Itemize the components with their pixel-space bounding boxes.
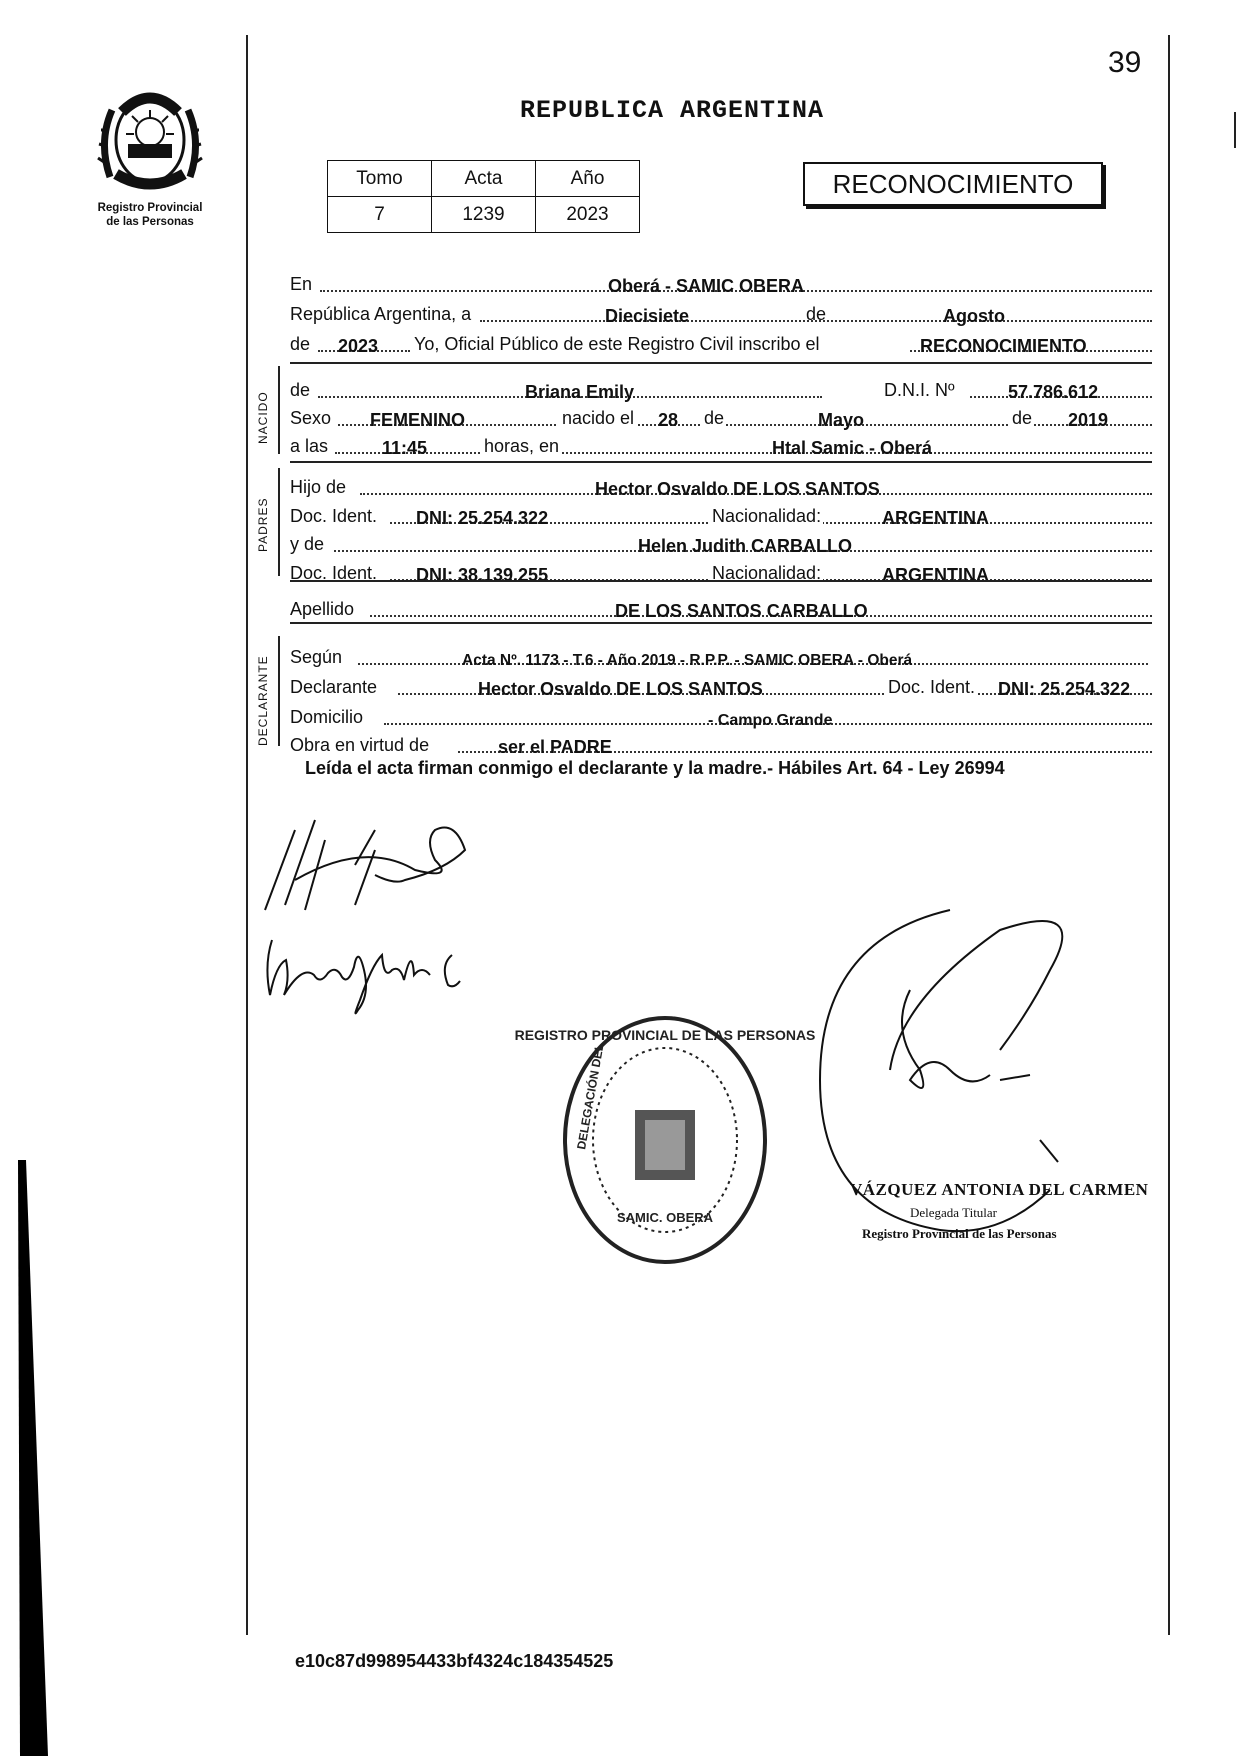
label-declarante-doc: Doc. Ident. (884, 677, 977, 698)
value-apellido: DE LOS SANTOS CARBALLO (615, 601, 868, 621)
left-margin-line (246, 35, 248, 1635)
logo-caption-line2: de las Personas (106, 216, 194, 228)
logo-caption-line1: Registro Provincial (97, 202, 203, 214)
page-title: REPUBLICA ARGENTINA (520, 96, 825, 125)
label-de-month: de (806, 304, 827, 324)
label-de-name: de (290, 380, 311, 400)
value-sexo: FEMENINO (370, 410, 466, 430)
label-republica: República Argentina, a (290, 304, 472, 324)
row-apellido (290, 596, 1152, 620)
stamp-left-text: DELEGACIÓN DEL (574, 1042, 607, 1151)
document-type-box: RECONOCIMIENTO (803, 162, 1103, 206)
official-role: Delegada Titular (910, 1205, 998, 1220)
value-birth-place: Htal Samic - Oberá (772, 438, 933, 458)
value-domicilio: - Campo Grande (708, 712, 833, 729)
value-declarante-doc: DNI: 25.254.322 (998, 679, 1131, 699)
row-declarante (290, 674, 1152, 698)
closing-note: Leída el acta firman conmigo el declarante y la madre.- Hábiles Art. 64 - Ley 26994 (305, 758, 1005, 778)
page-number: 39 (1108, 46, 1142, 79)
row-obra (290, 732, 1152, 756)
scan-edge-shadow (0, 1160, 48, 1756)
label-de-birth-year: de (1008, 408, 1034, 429)
section-label-padres: PADRES (256, 497, 270, 552)
registry-table (327, 160, 640, 233)
value-birth-year: 2019 (1068, 410, 1109, 430)
row-en (290, 271, 1152, 295)
value-birth-day: 28 (658, 410, 679, 430)
logo-caption (70, 201, 230, 229)
label-a-las: a las (290, 436, 329, 456)
label-domicilio: Domicilio (290, 707, 364, 727)
table-header-ano: Año (536, 161, 640, 197)
value-year: 2023 (338, 336, 379, 356)
label-segun: Según (290, 647, 343, 667)
value-acto: RECONOCIMIENTO (920, 336, 1087, 356)
value-father-doc: DNI: 25.254.322 (416, 508, 549, 528)
document-hash: e10c87d998954433bf4324c184354525 (295, 1651, 614, 1671)
official-name: VÁZQUEZ ANTONIA DEL CARMEN (850, 1180, 1149, 1199)
row-segun (290, 644, 1152, 668)
official-organization: Registro Provincial de las Personas (862, 1226, 1057, 1241)
table-header-acta: Acta (432, 161, 536, 197)
value-time: 11:45 (382, 438, 428, 458)
section-bar-padres (278, 468, 280, 576)
value-mother: Helen Judith CARBALLO (638, 536, 852, 556)
label-oficial: Yo, Oficial Público de este Registro Civil inscribo el (414, 334, 820, 354)
declarant-signature (255, 810, 495, 920)
label-de-year: de (290, 334, 311, 354)
separator (290, 461, 1152, 463)
value-segun: Acta Nº. 1173 - T.6 - Año 2019 - R.P.P. - SAMIC OBERA - Oberá (462, 652, 913, 669)
label-mother-nationality: Nacionalidad: (708, 563, 823, 584)
value-father: Hector Osvaldo DE LOS SANTOS (595, 479, 880, 499)
table-header-tomo: Tomo (328, 161, 432, 197)
section-label-nacido: NACIDO (256, 391, 270, 444)
label-apellido: Apellido (290, 599, 355, 619)
label-dni: D.N.I. Nº (884, 380, 955, 400)
section-label-declarante: DECLARANTE (256, 655, 270, 746)
provincial-seal-logo (90, 82, 210, 192)
label-declarante: Declarante (290, 677, 378, 697)
section-bar-declarante (278, 636, 280, 746)
section-bar-nacido (278, 366, 280, 454)
separator (290, 622, 1152, 624)
row-domicilio (290, 704, 1152, 728)
row-republica (290, 301, 1152, 325)
stamp-ring-text: REGISTRO PROVINCIAL DE LAS PERSONAS (514, 1027, 816, 1043)
mother-signature (262, 925, 482, 1025)
table-value-tomo: 7 (328, 197, 432, 233)
label-sexo: Sexo (290, 408, 332, 428)
value-father-nationality: ARGENTINA (882, 508, 989, 528)
stamp-bottom-text: SAMIC. OBERA (616, 1210, 714, 1225)
right-margin-line (1168, 35, 1170, 1635)
separator (290, 362, 1152, 364)
label-father-doc: Doc. Ident. (290, 506, 378, 526)
label-obra: Obra en virtud de (290, 735, 430, 755)
value-month: Agosto (943, 306, 1005, 326)
value-child-name: Briana Emily (525, 382, 635, 402)
row-mother (290, 531, 1152, 555)
value-mother-nationality: ARGENTINA (882, 565, 989, 585)
label-en: En (290, 274, 313, 294)
far-right-mark (1234, 112, 1236, 148)
label-horas: horas, en (480, 436, 561, 457)
table-value-ano: 2023 (536, 197, 640, 233)
value-birth-month: Mayo (818, 410, 865, 430)
row-name (290, 377, 1152, 401)
row-father-doc (290, 503, 1152, 527)
row-year (290, 331, 1152, 355)
table-value-acta: 1239 (432, 197, 536, 233)
separator (290, 580, 1152, 582)
label-y-de: y de (290, 534, 325, 554)
official-stamp (514, 1000, 816, 1280)
row-sexo (290, 405, 1152, 429)
value-declarante: Hector Osvaldo DE LOS SANTOS (478, 679, 763, 699)
value-obra: ser el PADRE (498, 737, 612, 757)
label-de-birth-month: de (700, 408, 726, 429)
label-nacido-el: nacido el (558, 408, 636, 429)
value-child-dni: 57.786.612 (1008, 382, 1099, 402)
value-mother-doc: DNI: 38.139.255 (416, 565, 549, 585)
row-time (290, 433, 1152, 457)
label-mother-doc: Doc. Ident. (290, 563, 378, 583)
value-day: Diecisiete (605, 306, 690, 326)
label-father-nationality: Nacionalidad: (708, 506, 823, 527)
row-father (290, 474, 1152, 498)
label-hijo-de: Hijo de (290, 477, 347, 497)
value-place: Oberá - SAMIC OBERA (608, 276, 805, 296)
